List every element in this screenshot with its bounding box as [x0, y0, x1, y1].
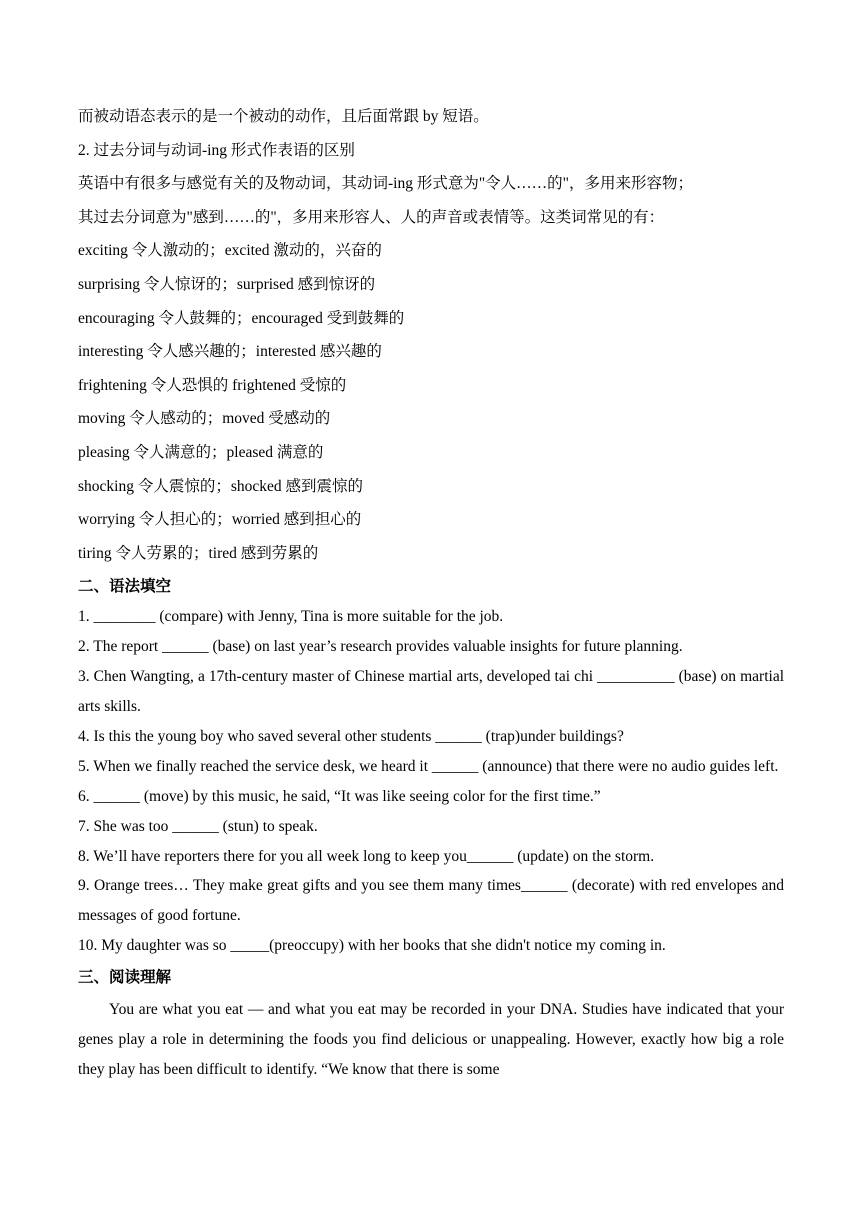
- word-pair: pleasing 令人满意的；pleased 满意的: [78, 443, 324, 461]
- word-pair: shocking 令人震惊的；shocked 感到震惊的: [78, 477, 364, 495]
- exercise-item: 5. When we finally reached the service desk, we heard it ______ (announce) that there were no audio guides left.: [78, 757, 779, 775]
- intro-line: 而被动语态表示的是一个被动的动作，且后面常跟 by 短语。: [78, 108, 489, 125]
- exercise-item: 2. The report ______ (base) on last year’s research provides valuable insights for future planning.: [78, 638, 683, 656]
- word-pair: frightening 令人恐惧的 frightened 受惊的: [78, 376, 347, 394]
- word-pair: surprising 令人惊讶的；surprised 感到惊讶的: [78, 275, 376, 293]
- word-pair: exciting 令人激动的；excited 激动的，兴奋的: [78, 242, 382, 260]
- word-pair: encouraging 令人鼓舞的；encouraged 受到鼓舞的: [78, 309, 405, 327]
- exercise-item: 8. We’ll have reporters there for you all week long to keep you______ (update) on the storm.: [78, 847, 655, 865]
- reading-paragraph: You are what you eat — and what you eat may be recorded in your DNA. Studies have indicated that your genes play a role in determining the foods you find delicious or unappealing. However, exactly how big a role they play has been difficult to identify. “We know that there is some: [78, 1001, 784, 1079]
- explain-line-1: 英语中有很多与感觉有关的及物动词，其动词-ing 形式意为"令人……的"，多用来形容物；: [78, 175, 693, 193]
- exercise-item: 7. She was too ______ (stun) to speak.: [78, 817, 318, 835]
- exercise-item: 3. Chen Wangting, a 17th-century master of Chinese martial arts, developed tai chi __________ (base) on martial arts skills.: [78, 668, 784, 716]
- word-pair: interesting 令人感兴趣的；interested 感兴趣的: [78, 343, 382, 361]
- exercise-item: 6. ______ (move) by this music, he said, “It was like seeing color for the first time.”: [78, 787, 601, 805]
- exercise-item: 4. Is this the young boy who saved several other students ______ (trap)under buildings?: [78, 727, 624, 745]
- exercise-list: [78, 602, 784, 961]
- document-page: [78, 100, 784, 1085]
- word-pair: tiring 令人劳累的；tired 感到劳累的: [78, 544, 319, 562]
- word-pair: moving 令人感动的；moved 受感动的: [78, 410, 331, 428]
- point2-title: 2. 过去分词与动词-ing 形式作表语的区别: [78, 141, 355, 159]
- exercise-item: 1. ________ (compare) with Jenny, Tina is more suitable for the job.: [78, 608, 504, 626]
- explain-line-2: 其过去分词意为"感到……的"，多用来形容人、人的声音或表情等。这类词常见的有：: [78, 208, 665, 226]
- exercise-item: 10. My daughter was so _____(preoccupy) with her books that she didn't notice my coming in.: [78, 937, 666, 955]
- word-pair-list: [78, 234, 784, 570]
- section-heading-reading: 三、阅读理解: [78, 968, 172, 987]
- word-pair: worrying 令人担心的；worried 感到担心的: [78, 511, 362, 529]
- section-heading-grammar: 二、语法填空: [78, 577, 172, 596]
- exercise-item: 9. Orange trees… They make great gifts and you see them many times______ (decorate) with red envelopes and messages of good fortune.: [78, 877, 784, 925]
